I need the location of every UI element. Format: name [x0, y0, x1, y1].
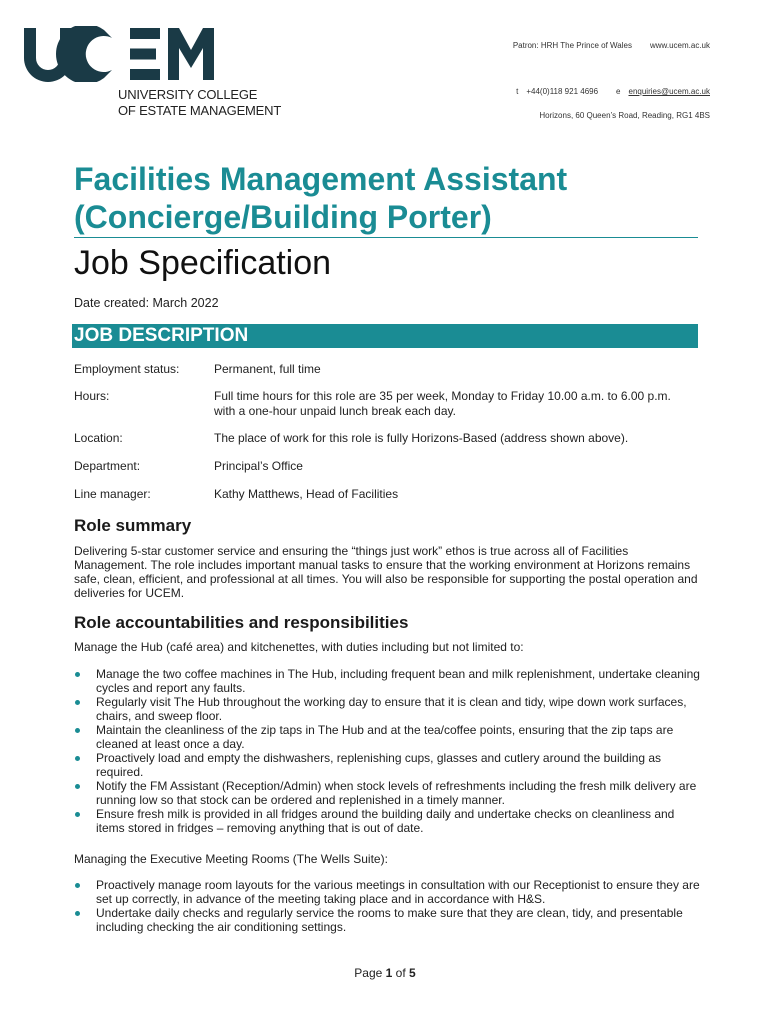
field-label: Employment status: [74, 362, 180, 376]
phone-number: +44(0)118 921 4696 [526, 87, 599, 96]
job-title-line1: Facilities Management Assistant [74, 161, 568, 197]
page-number [0, 966, 770, 980]
list-item: Ensure fresh milk is provided in all fridges around the building daily and undertake checks on cleanliness and items stored in fridges – removing anything that is out of date. [74, 807, 700, 835]
hub-intro: Manage the Hub (café area) and kitchenettes, with duties including but not limited to: [74, 640, 524, 654]
role-summary-text: Delivering 5-star customer service and ensuring the “things just work” ethos is true across all of Facilities Management. The role includes important manual tasks to ensure that the working environment at Horizons remains safe, clean, efficient, and professional at all times. You will also be responsible for supporting the postal operation and deliveries for UCEM. [74, 544, 698, 600]
list-item: Proactively manage room layouts for the various meetings in consultation with our Receptionist to ensure they are set up correctly, in advance of the meeting taking place and in accordance with H&S. [74, 878, 700, 906]
website-link[interactable]: www.ucem.ac.uk [649, 41, 710, 50]
document-subtitle: Job Specification [74, 244, 332, 282]
list-item: Regularly visit The Hub throughout the working day to ensure that it is clean and tidy, wipe down work surfaces, chairs, and sweep floor. [74, 695, 700, 723]
page-word: Page [354, 966, 383, 980]
patron-text: Patron: HRH The Prince of Wales [512, 41, 632, 50]
field-value: Principal’s Office [214, 459, 303, 473]
title-divider [74, 237, 698, 238]
ucem-logo [22, 26, 218, 82]
field-label: Location: [74, 431, 123, 445]
list-item: Manage the two coffee machines in The Hub, including frequent bean and milk replenishment, undertake cleaning cycles and report any faults. [74, 667, 700, 695]
job-title [74, 160, 704, 236]
phone-and-email [516, 87, 710, 96]
email-label: e [616, 87, 621, 96]
field-value: Permanent, full time [214, 362, 321, 376]
page-current: 1 [385, 966, 393, 980]
organisation-name [118, 87, 281, 119]
accountabilities-heading: Role accountabilities and responsibilities [74, 613, 409, 632]
list-item: Undertake daily checks and regularly service the rooms to make sure that they are clean, tidy, and presentable including checking the air conditioning settings. [74, 906, 700, 934]
list-item: Maintain the cleanliness of the zip taps in The Hub and at the tea/coffee points, ensuring that the zip taps are cleaned at least once a day. [74, 723, 700, 751]
ucem-logo-mark [22, 26, 218, 82]
meeting-rooms-intro: Managing the Executive Meeting Rooms (The Wells Suite): [74, 852, 388, 866]
org-name-line1: UNIVERSITY COLLEGE [118, 87, 258, 102]
field-label: Department: [74, 459, 141, 473]
list-item: Proactively load and empty the dishwashers, replenishing cups, glasses and cutlery around the building as required. [74, 751, 700, 779]
field-value: The place of work for this role is fully Horizons-Based (address shown above). [214, 431, 629, 445]
list-item: Notify the FM Assistant (Reception/Admin) when stock levels of refreshments including the fresh milk delivery are running low so that stock can be ordered and replenished in a timely manner. [74, 779, 700, 807]
hub-duties-list [74, 667, 700, 835]
field-label: Hours: [74, 389, 110, 403]
address-text: Horizons, 60 Queen’s Road, Reading, RG1 4BS [539, 111, 710, 120]
email-link[interactable]: enquiries@ucem.ac.uk [628, 87, 710, 96]
date-created: Date created: March 2022 [74, 296, 219, 310]
field-label: Line manager: [74, 487, 151, 501]
field-value: Kathy Matthews, Head of Facilities [214, 487, 399, 501]
patron-and-website [513, 41, 710, 50]
of-word: of [395, 966, 406, 980]
org-name-line2: OF ESTATE MANAGEMENT [118, 103, 282, 118]
page-total: 5 [409, 966, 416, 980]
role-summary-heading: Role summary [74, 516, 192, 535]
phone-label: t [516, 87, 519, 96]
meeting-duties-list [74, 878, 700, 934]
job-title-line2: (Concierge/Building Porter) [74, 199, 492, 235]
job-description-heading: JOB DESCRIPTION [72, 324, 698, 348]
field-value: Full time hours for this role are 35 per week, Monday to Friday 10.00 a.m. to 6.00 p.m. with a one-hour unpaid lunch break each day. [214, 389, 671, 418]
